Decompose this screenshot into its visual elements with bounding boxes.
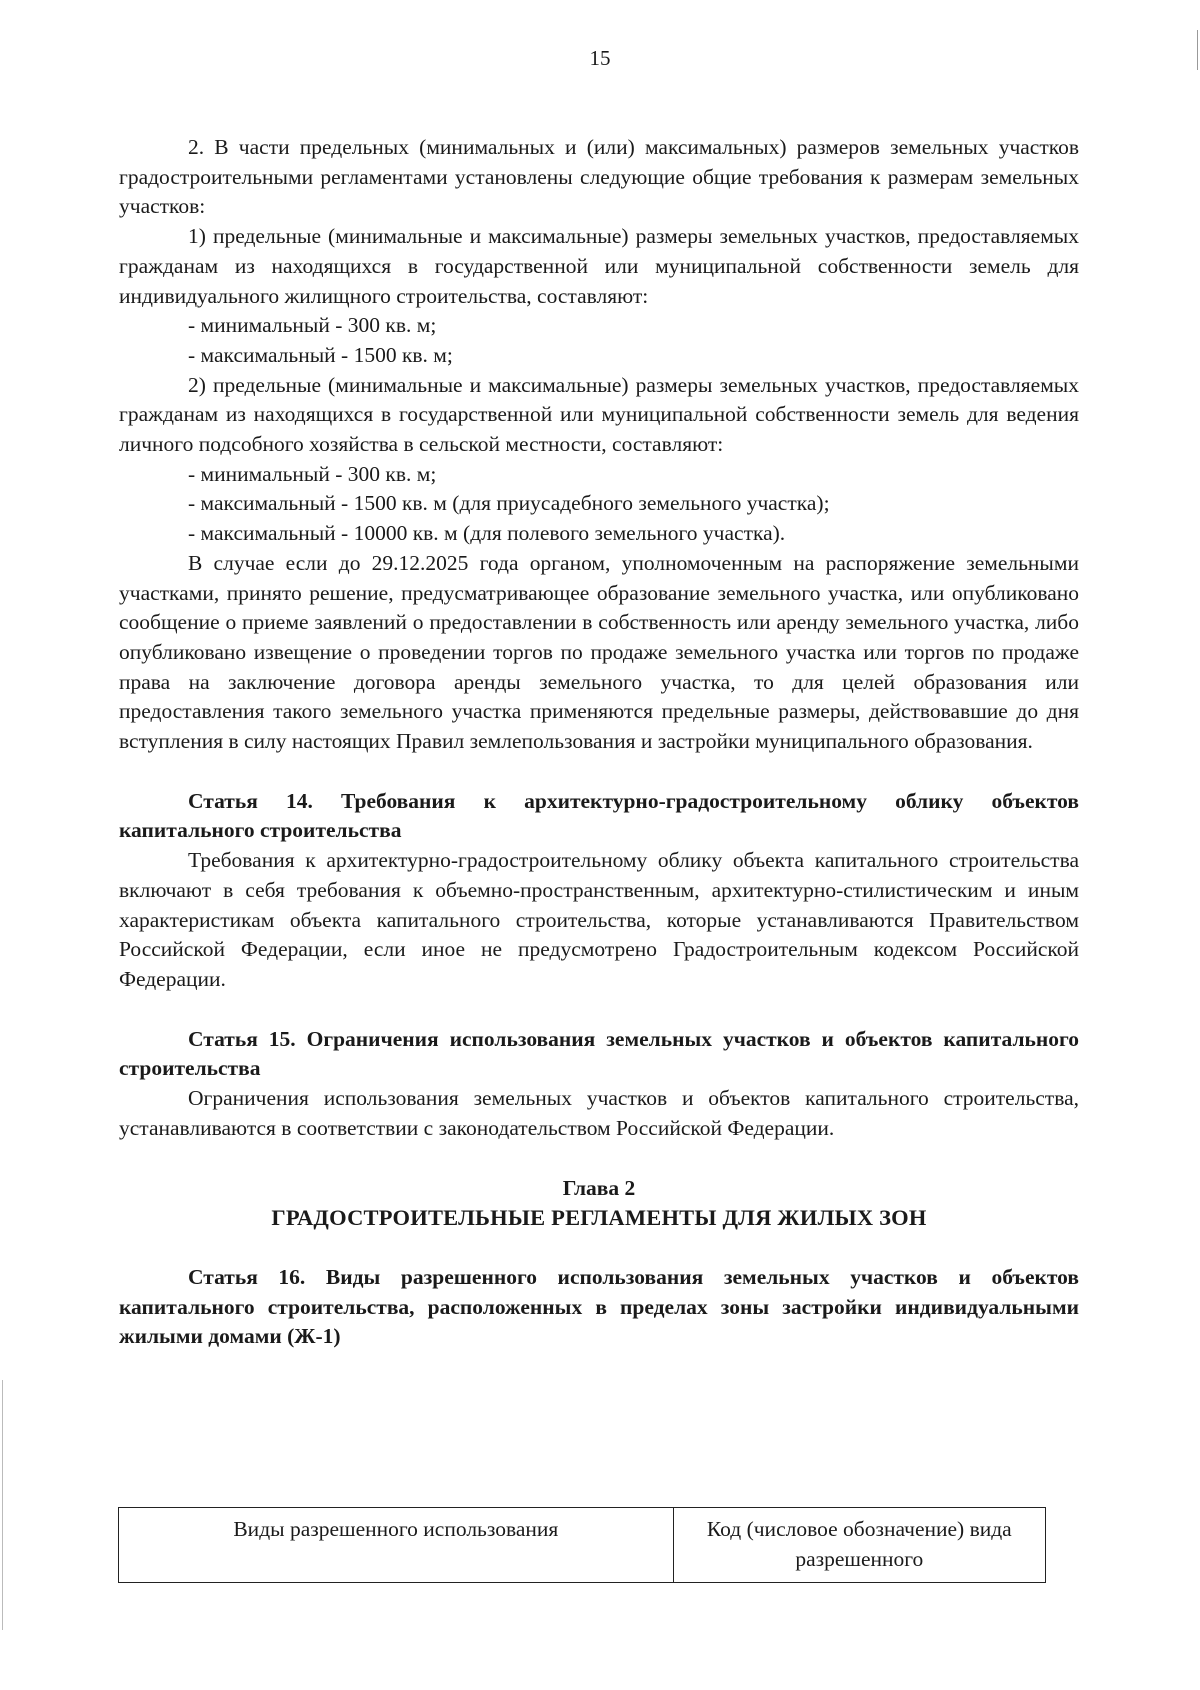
paragraph: 1) предельные (минимальные и максимальные) размеры земельных участков, предоставляемых гражданам из находящихся в государственной или муниципальной собственности земель для индивидуального жилищного строительства, составляют: bbox=[119, 224, 1079, 308]
spacer bbox=[119, 1233, 1079, 1263]
list-item: - максимальный - 10000 кв. м (для полевого земельного участка). bbox=[188, 521, 786, 546]
article-15-text: Ограничения использования земельных участков и объектов капитального строительства, устанавливаются в соответствии с законодательством Российской Федерации. bbox=[119, 1086, 1079, 1140]
article-15-title: Статья 15. Ограничения использования земельных участков и объектов капитального строительства bbox=[119, 1026, 1079, 1081]
scan-edge-mark-left bbox=[2, 1380, 3, 1630]
list-item: - минимальный - 300 кв. м; bbox=[188, 313, 437, 338]
table-header-cell: Виды разрешенного использования bbox=[119, 1508, 674, 1583]
list-item: - максимальный - 1500 кв. м (для приусадебного земельного участка); bbox=[188, 491, 830, 516]
table-header-row bbox=[119, 1508, 1046, 1583]
document-body bbox=[119, 133, 1079, 1352]
spacer bbox=[119, 995, 1079, 1025]
paragraph: В случае если до 29.12.2025 года органом, уполномоченным на распоряжение земельными участками, принято решение, предусматривающее образование земельного участка, или опубликовано сообщение о приеме заявлений о предоставлении в собственность или аренду земельного участка, либо опубликовано извещение о проведении торгов по продаже земельного участка или торгов по продаже права на заключение договора аренды земельного участка, то для целей образования или предоставления такого земельного участка применяются предельные размеры, действовавшие до дня вступления в силу настоящих Правил землепользования и застройки муниципального образования. bbox=[119, 550, 1079, 754]
list-item: - максимальный - 1500 кв. м; bbox=[188, 342, 453, 367]
zone-table bbox=[118, 1507, 1046, 1583]
article-14-title: Статья 14. Требования к архитектурно-градостроительному облику объектов капитального строительства bbox=[119, 788, 1079, 843]
paragraph: 2. В части предельных (минимальных и (или) максимальных) размеров земельных участков градостроительными регламентами установлены следующие общие требования к размерам земельных участков: bbox=[119, 135, 1079, 219]
article-16-title: Статья 16. Виды разрешенного использования земельных участков и объектов капитального строительства, расположенных в пределах зоны застройки индивидуальными жилыми домами (Ж-1) bbox=[119, 1264, 1079, 1349]
spacer bbox=[119, 757, 1079, 787]
paragraph: 2) предельные (минимальные и максимальные) размеры земельных участков, предоставляемых гражданам из находящихся в государственной или муниципальной собственности земель для ведения личного подсобного хозяйства в сельской местности, составляют: bbox=[119, 372, 1079, 457]
spacer bbox=[119, 1144, 1079, 1174]
chapter-title: ГРАДОСТРОИТЕЛЬНЫЕ РЕГЛАМЕНТЫ ДЛЯ ЖИЛЫХ ЗОН bbox=[271, 1205, 927, 1231]
page-number: 15 bbox=[589, 46, 611, 70]
permitted-use-table bbox=[118, 1507, 1046, 1583]
chapter-number: Глава 2 bbox=[562, 1175, 636, 1200]
table-header-cell: Код (числовое обозначение) вида разрешенного bbox=[673, 1508, 1045, 1583]
article-14-text: Требования к архитектурно-градостроительному облику объекта капитального строительства включают в себя требования к объемно-пространственным, архитектурно-стилистическим и иным характеристикам объекта капитального строительства, которые устанавливаются Правительством Российской Федерации, если иное не предусмотрено Градостроительным кодексом Российской Федерации. bbox=[119, 848, 1079, 991]
list-item: - минимальный - 300 кв. м; bbox=[188, 461, 437, 486]
